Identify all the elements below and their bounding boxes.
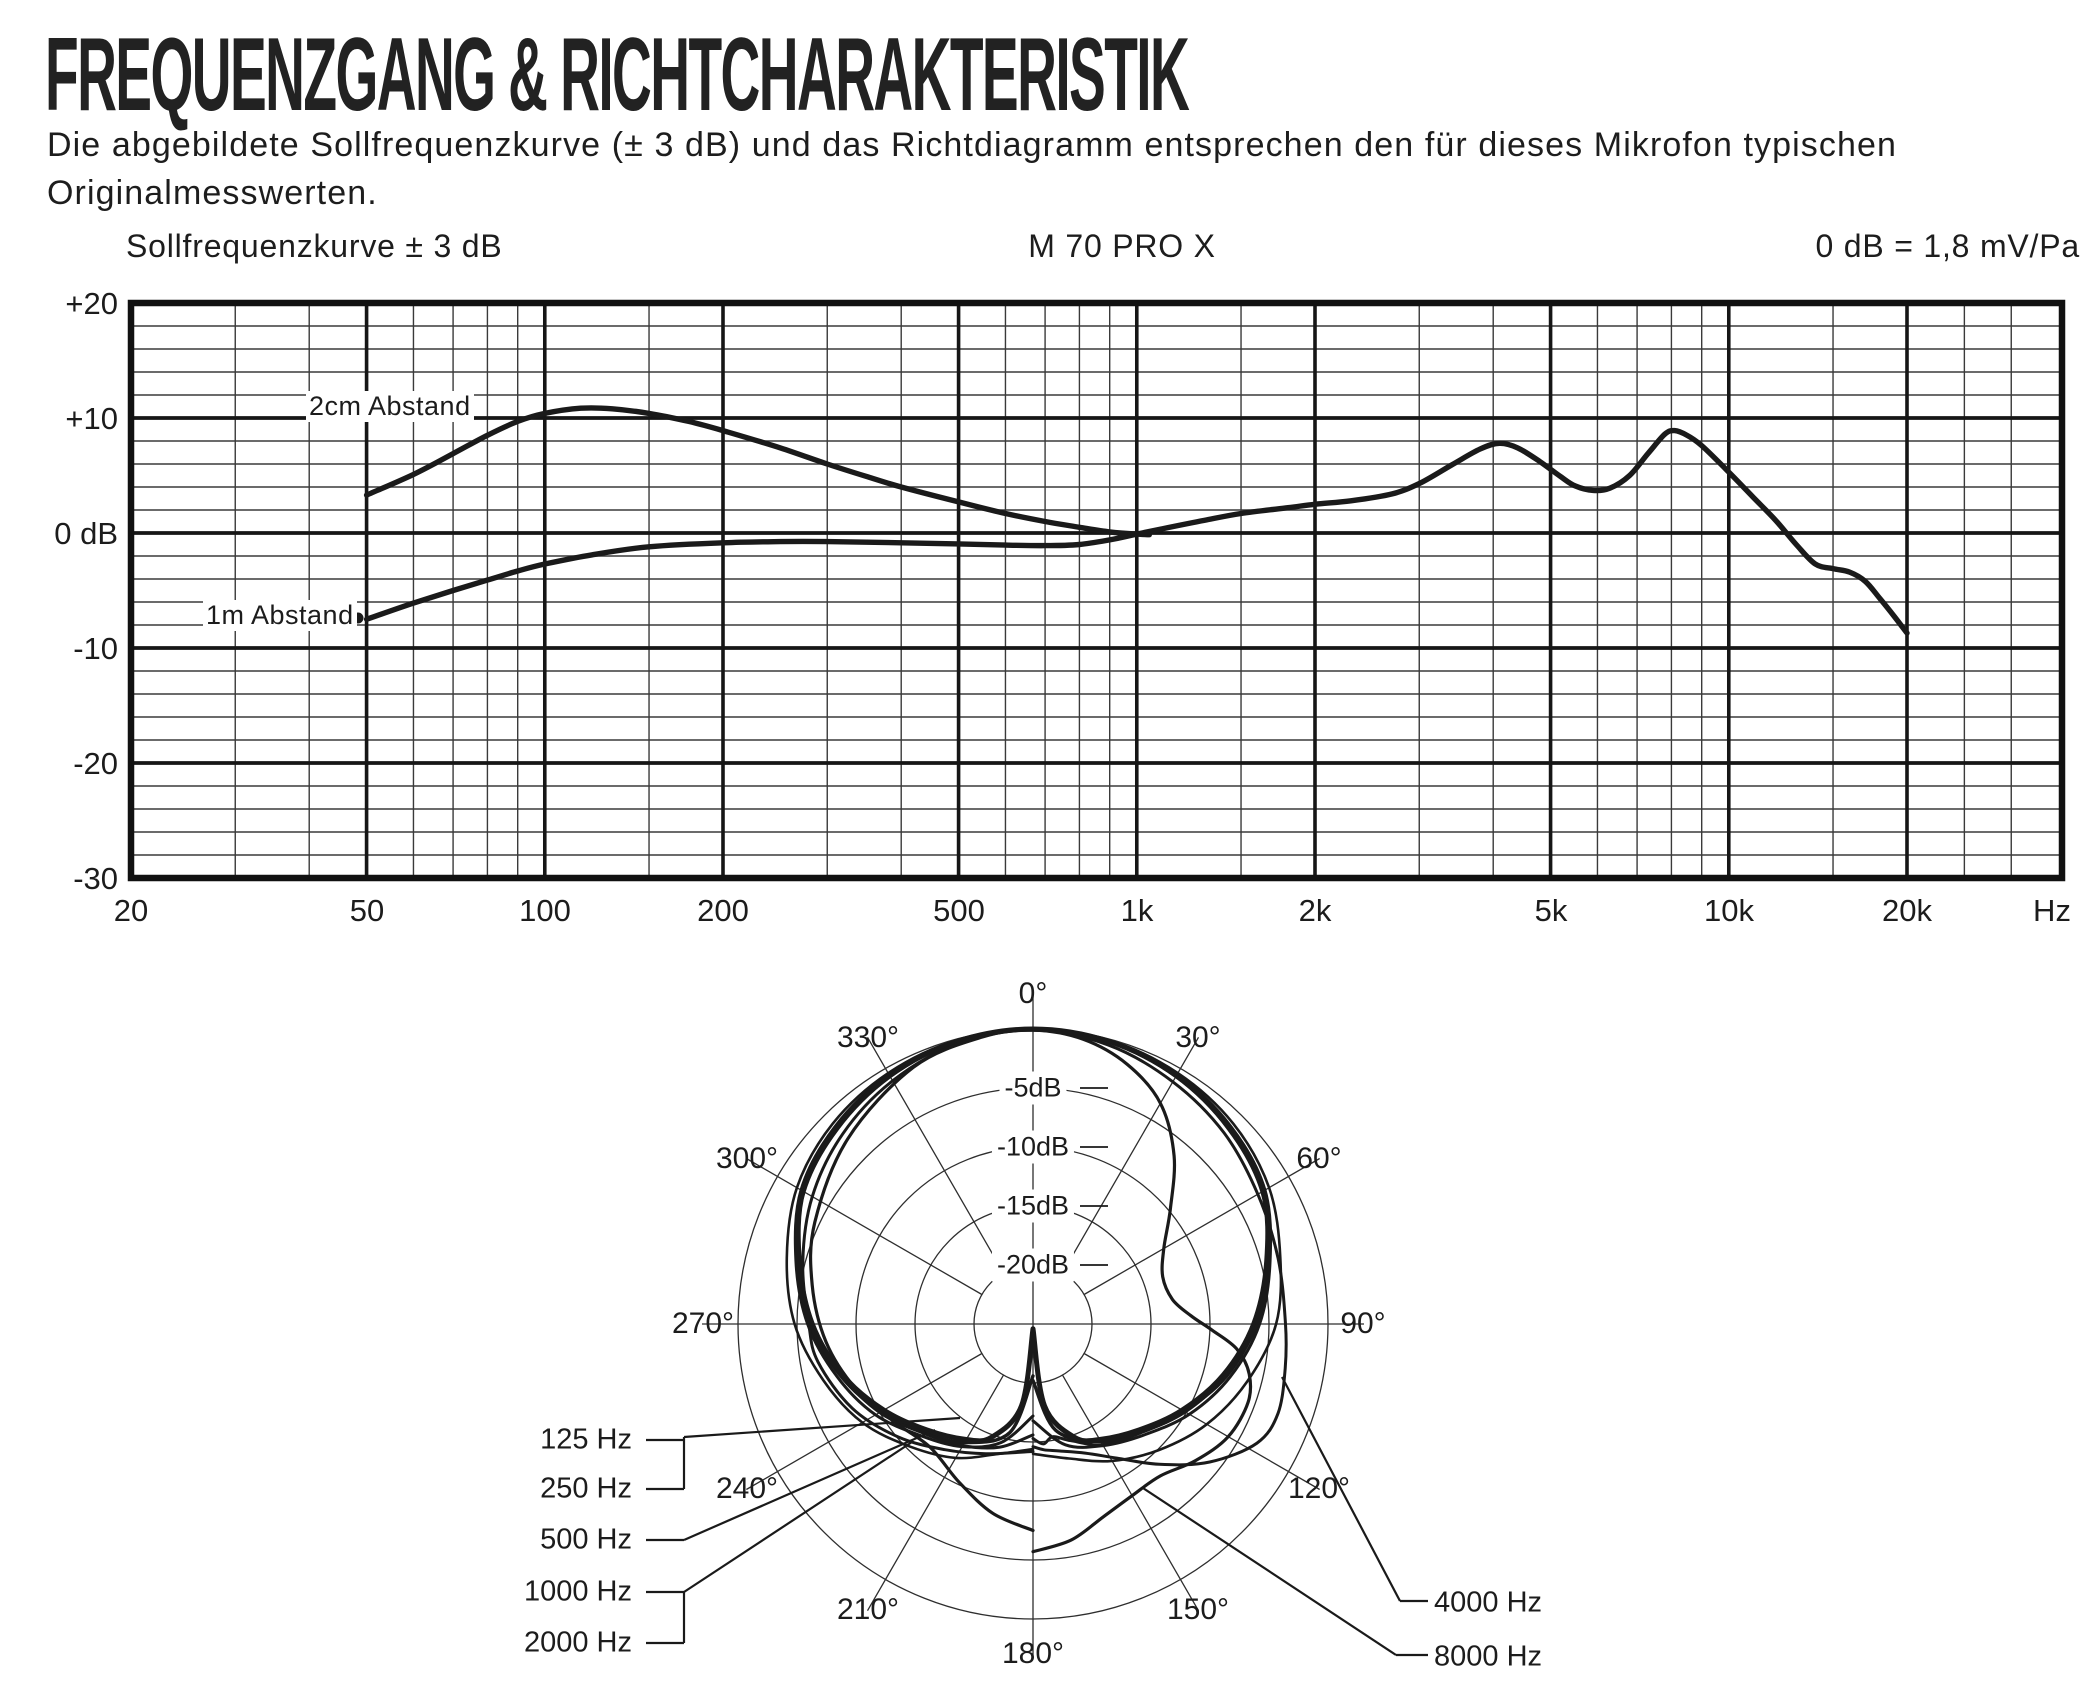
- chart-caption-reference: 0 dB = 1,8 mV/Pa: [1815, 228, 2080, 264]
- polar-angle-label-90: 90°: [1340, 1307, 1386, 1340]
- polar-legend-2000hz: 2000 Hz: [523, 1626, 632, 1659]
- legend-leader-1000-2000: [684, 1442, 912, 1592]
- fr-y-tick-label: 0 dB: [54, 516, 118, 551]
- polar-legend-1000hz: 1000 Hz: [523, 1575, 632, 1608]
- polar-legend-8000hz: 8000 Hz: [1434, 1640, 1543, 1673]
- polar-ring-label: -10dB: [992, 1131, 1074, 1164]
- fr-x-tick-label: 10k: [1704, 893, 1754, 928]
- legend-leader-8000: [1143, 1488, 1396, 1655]
- fr-x-tick-label: 20k: [1882, 893, 1932, 928]
- polar-angle-label-210: 210°: [836, 1593, 900, 1626]
- fr-y-tick-label: -10: [73, 631, 118, 666]
- intro-text-line2: Originalmesswerten.: [47, 174, 378, 212]
- fr-x-tick-label: 1k: [1120, 893, 1154, 928]
- polar-angle-label-150: 150°: [1166, 1593, 1230, 1626]
- polar-angle-label-180: 180°: [1001, 1637, 1065, 1670]
- polar-angle-label-120: 120°: [1287, 1472, 1351, 1505]
- fr-y-tick-label: +20: [65, 286, 118, 321]
- polar-angle-label-0: 0°: [1018, 977, 1048, 1010]
- fr-x-tick-label: 2k: [1298, 893, 1332, 928]
- fr-x-tick-label: 200: [697, 893, 749, 928]
- polar-angle-label-30: 30°: [1175, 1021, 1221, 1054]
- polar-legend-125hz: 125 Hz: [540, 1423, 632, 1456]
- fr-chart-border: [131, 303, 2062, 878]
- fr-x-tick-label: 100: [519, 893, 571, 928]
- polar-curve-8000hz: [811, 1030, 1251, 1552]
- polar-angle-label-60: 60°: [1296, 1142, 1342, 1175]
- polar-legend-500hz: 500 Hz: [540, 1523, 632, 1556]
- fr-x-tick-label: 50: [349, 893, 385, 928]
- curve-label-2cm: 2cm Abstand: [306, 391, 474, 422]
- polar-angle-label-270: 270°: [671, 1307, 735, 1340]
- page-title: FREQUENZGANG & RICHTCHARAKTERISTIK: [45, 17, 1189, 133]
- polar-legend-250hz: 250 Hz: [540, 1472, 632, 1505]
- chart-caption-left: Sollfrequenzkurve ± 3 dB: [126, 228, 503, 264]
- fr-x-axis-unit: Hz: [2033, 893, 2071, 928]
- polar-angle-label-240: 240°: [715, 1472, 779, 1505]
- polar-radial-60: [1084, 1159, 1320, 1295]
- fr-x-tick-label: 500: [933, 893, 985, 928]
- fr-curve-2cm: [367, 408, 1150, 535]
- fr-y-tick-label: +10: [65, 401, 118, 436]
- polar-ring-label: -5dB: [999, 1072, 1066, 1105]
- polar-ring-label: -15dB: [992, 1190, 1074, 1223]
- fr-x-tick-label: 5k: [1534, 893, 1568, 928]
- chart-caption-model: M 70 PRO X: [1028, 228, 1216, 264]
- polar-angle-label-300: 300°: [715, 1142, 779, 1175]
- curve-label-1m: 1m Abstand: [203, 600, 357, 631]
- polar-angle-label-330: 330°: [836, 1021, 900, 1054]
- polar-legend-4000hz: 4000 Hz: [1434, 1586, 1543, 1619]
- polar-ring-label: -20dB: [992, 1249, 1074, 1282]
- intro-text-line1: Die abgebildete Sollfrequenzkurve (± 3 dB) und das Richtdiagramm entsprechen den für dieses Mikrofon typischen: [47, 126, 1898, 164]
- polar-radial-300: [746, 1159, 982, 1295]
- fr-y-tick-label: -20: [73, 746, 118, 781]
- fr-x-tick-label: 20: [113, 893, 149, 928]
- fr-y-tick-label: -30: [73, 861, 118, 896]
